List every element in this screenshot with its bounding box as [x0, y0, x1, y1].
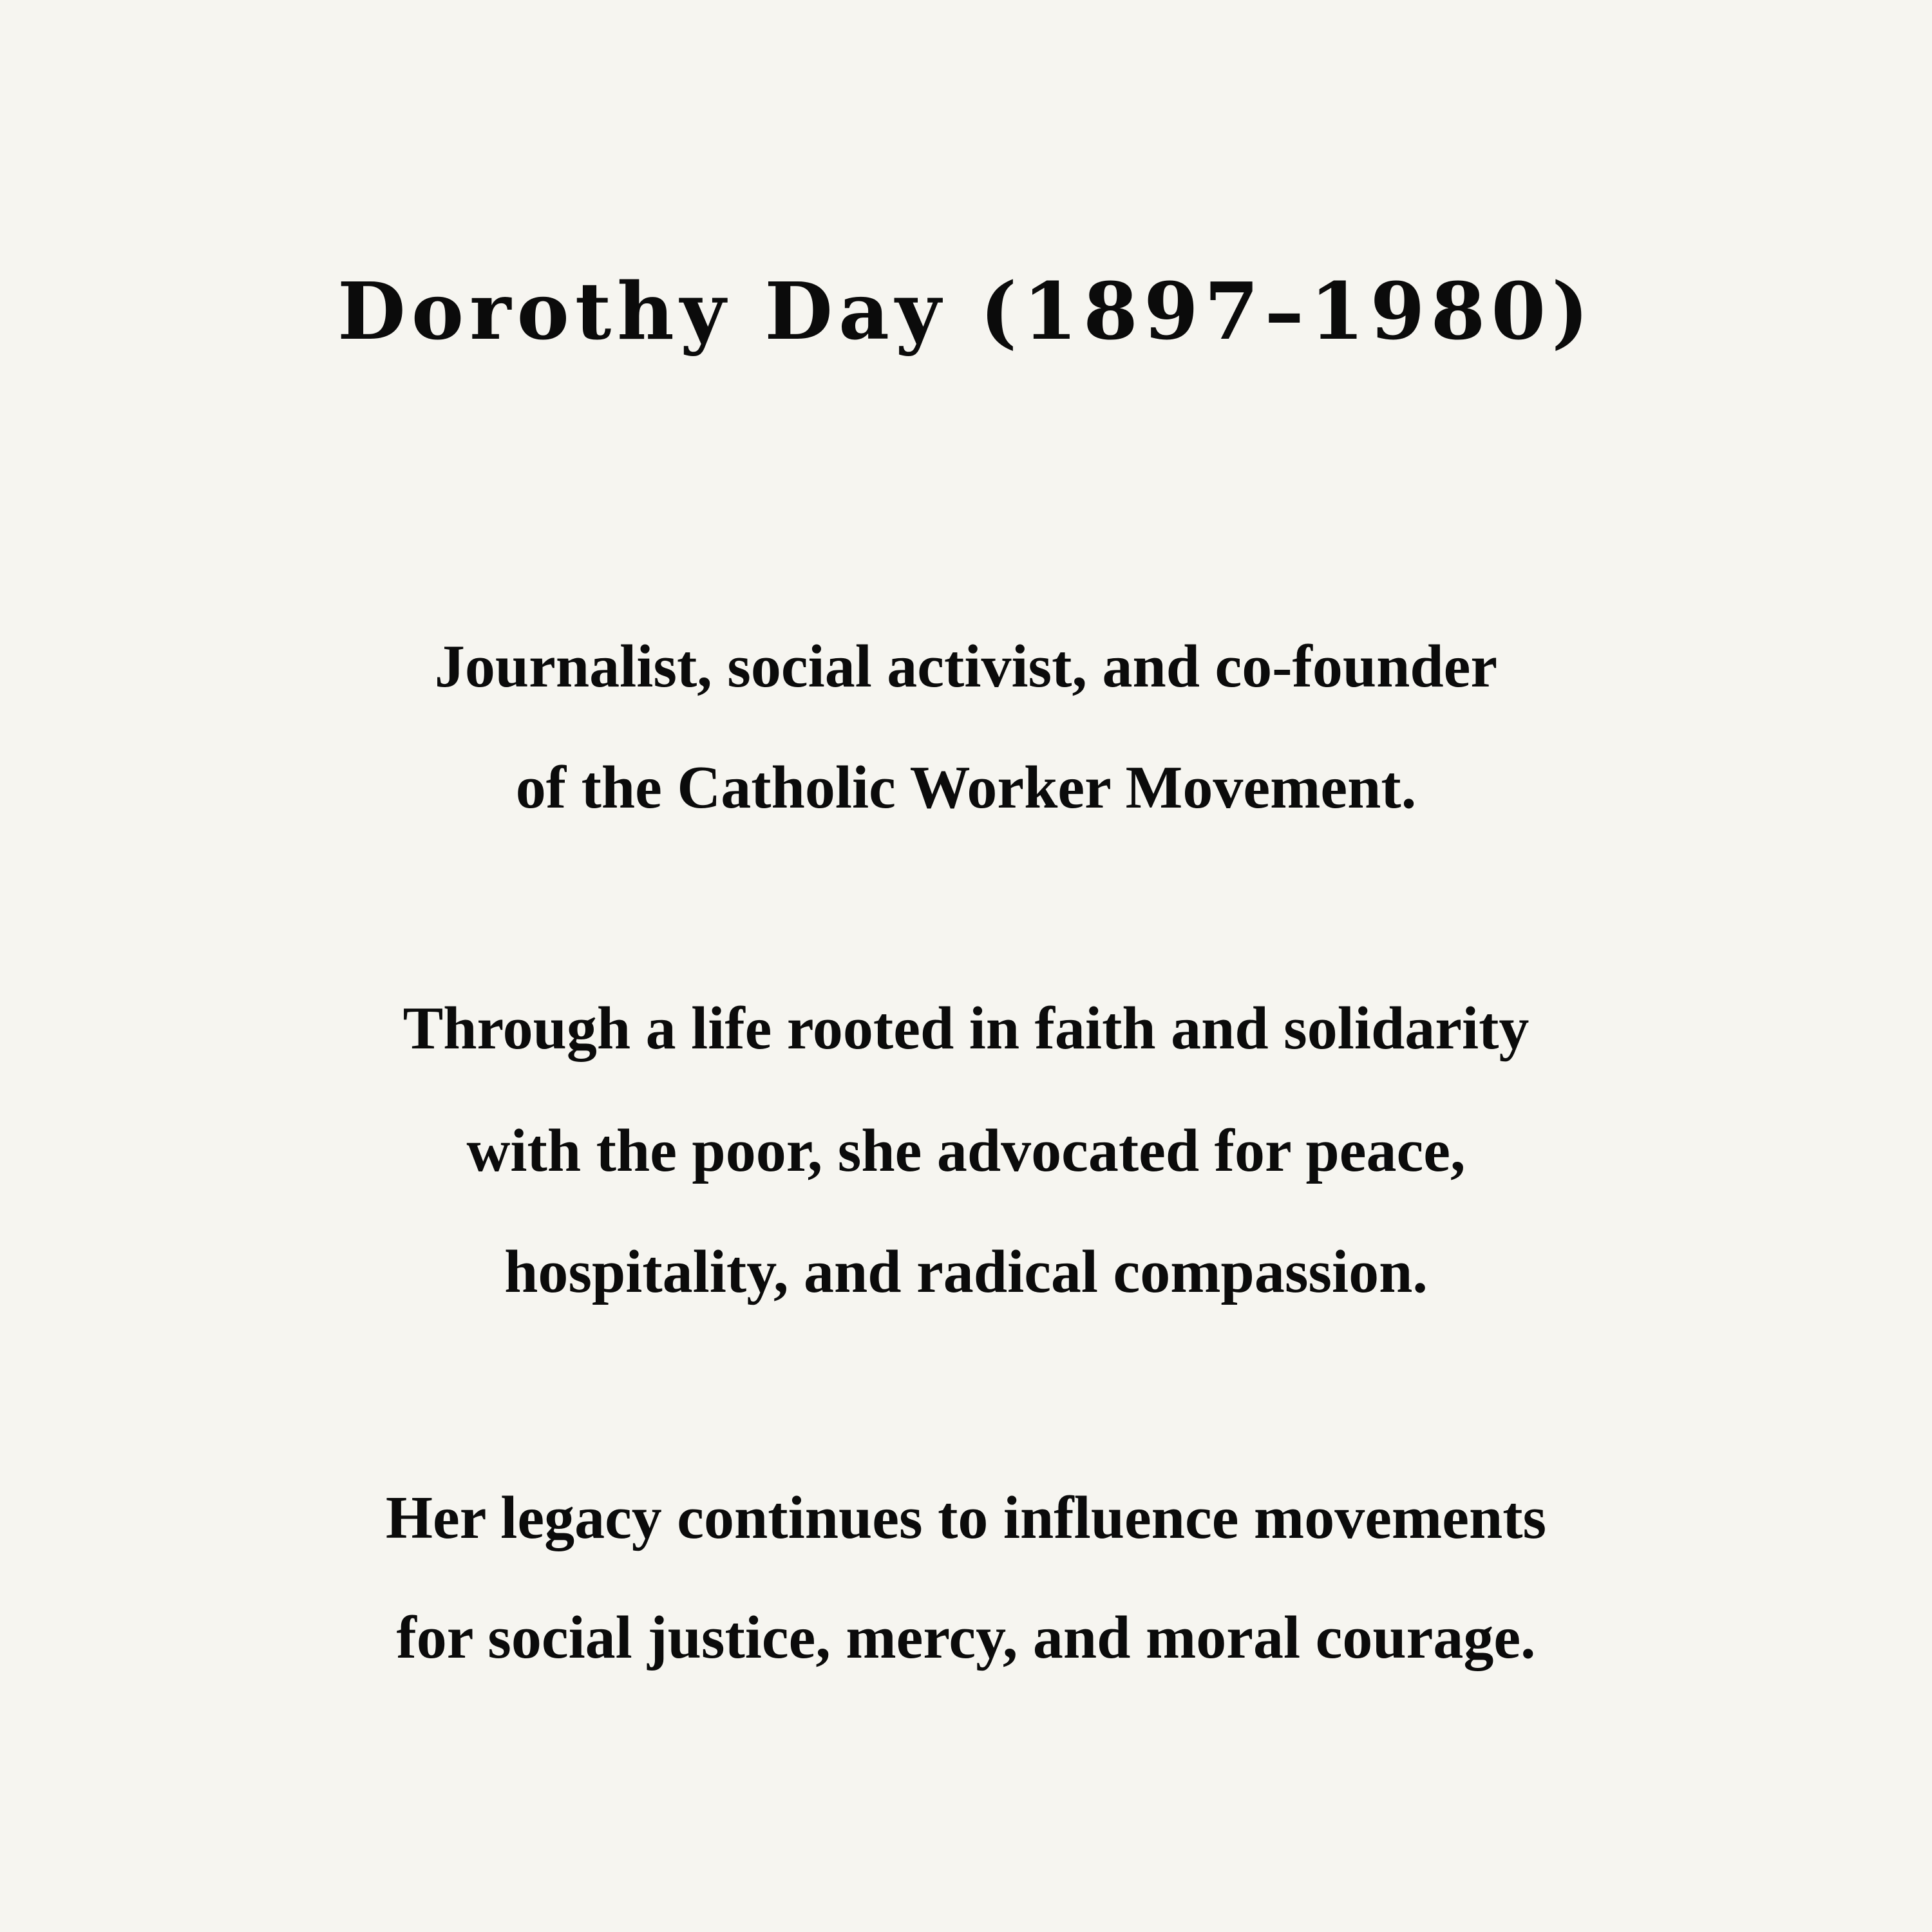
paragraph-line: of the Catholic Worker Movement.	[515, 754, 1417, 821]
paragraph-line: hospitality, and radical compassion.	[504, 1238, 1428, 1305]
page-title: Dorothy Day (1897–1980)	[337, 265, 1595, 357]
paragraph-line: with the poor, she advocated for peace,	[466, 1117, 1466, 1184]
paragraph-line: Through a life rooted in faith and solidarity	[402, 995, 1530, 1062]
paragraph-line: Her legacy continues to influence movements	[385, 1484, 1547, 1551]
paragraph-line: for social justice, mercy, and moral courage.	[396, 1604, 1536, 1671]
paragraph-line: Journalist, social activist, and co-founder	[434, 633, 1498, 700]
